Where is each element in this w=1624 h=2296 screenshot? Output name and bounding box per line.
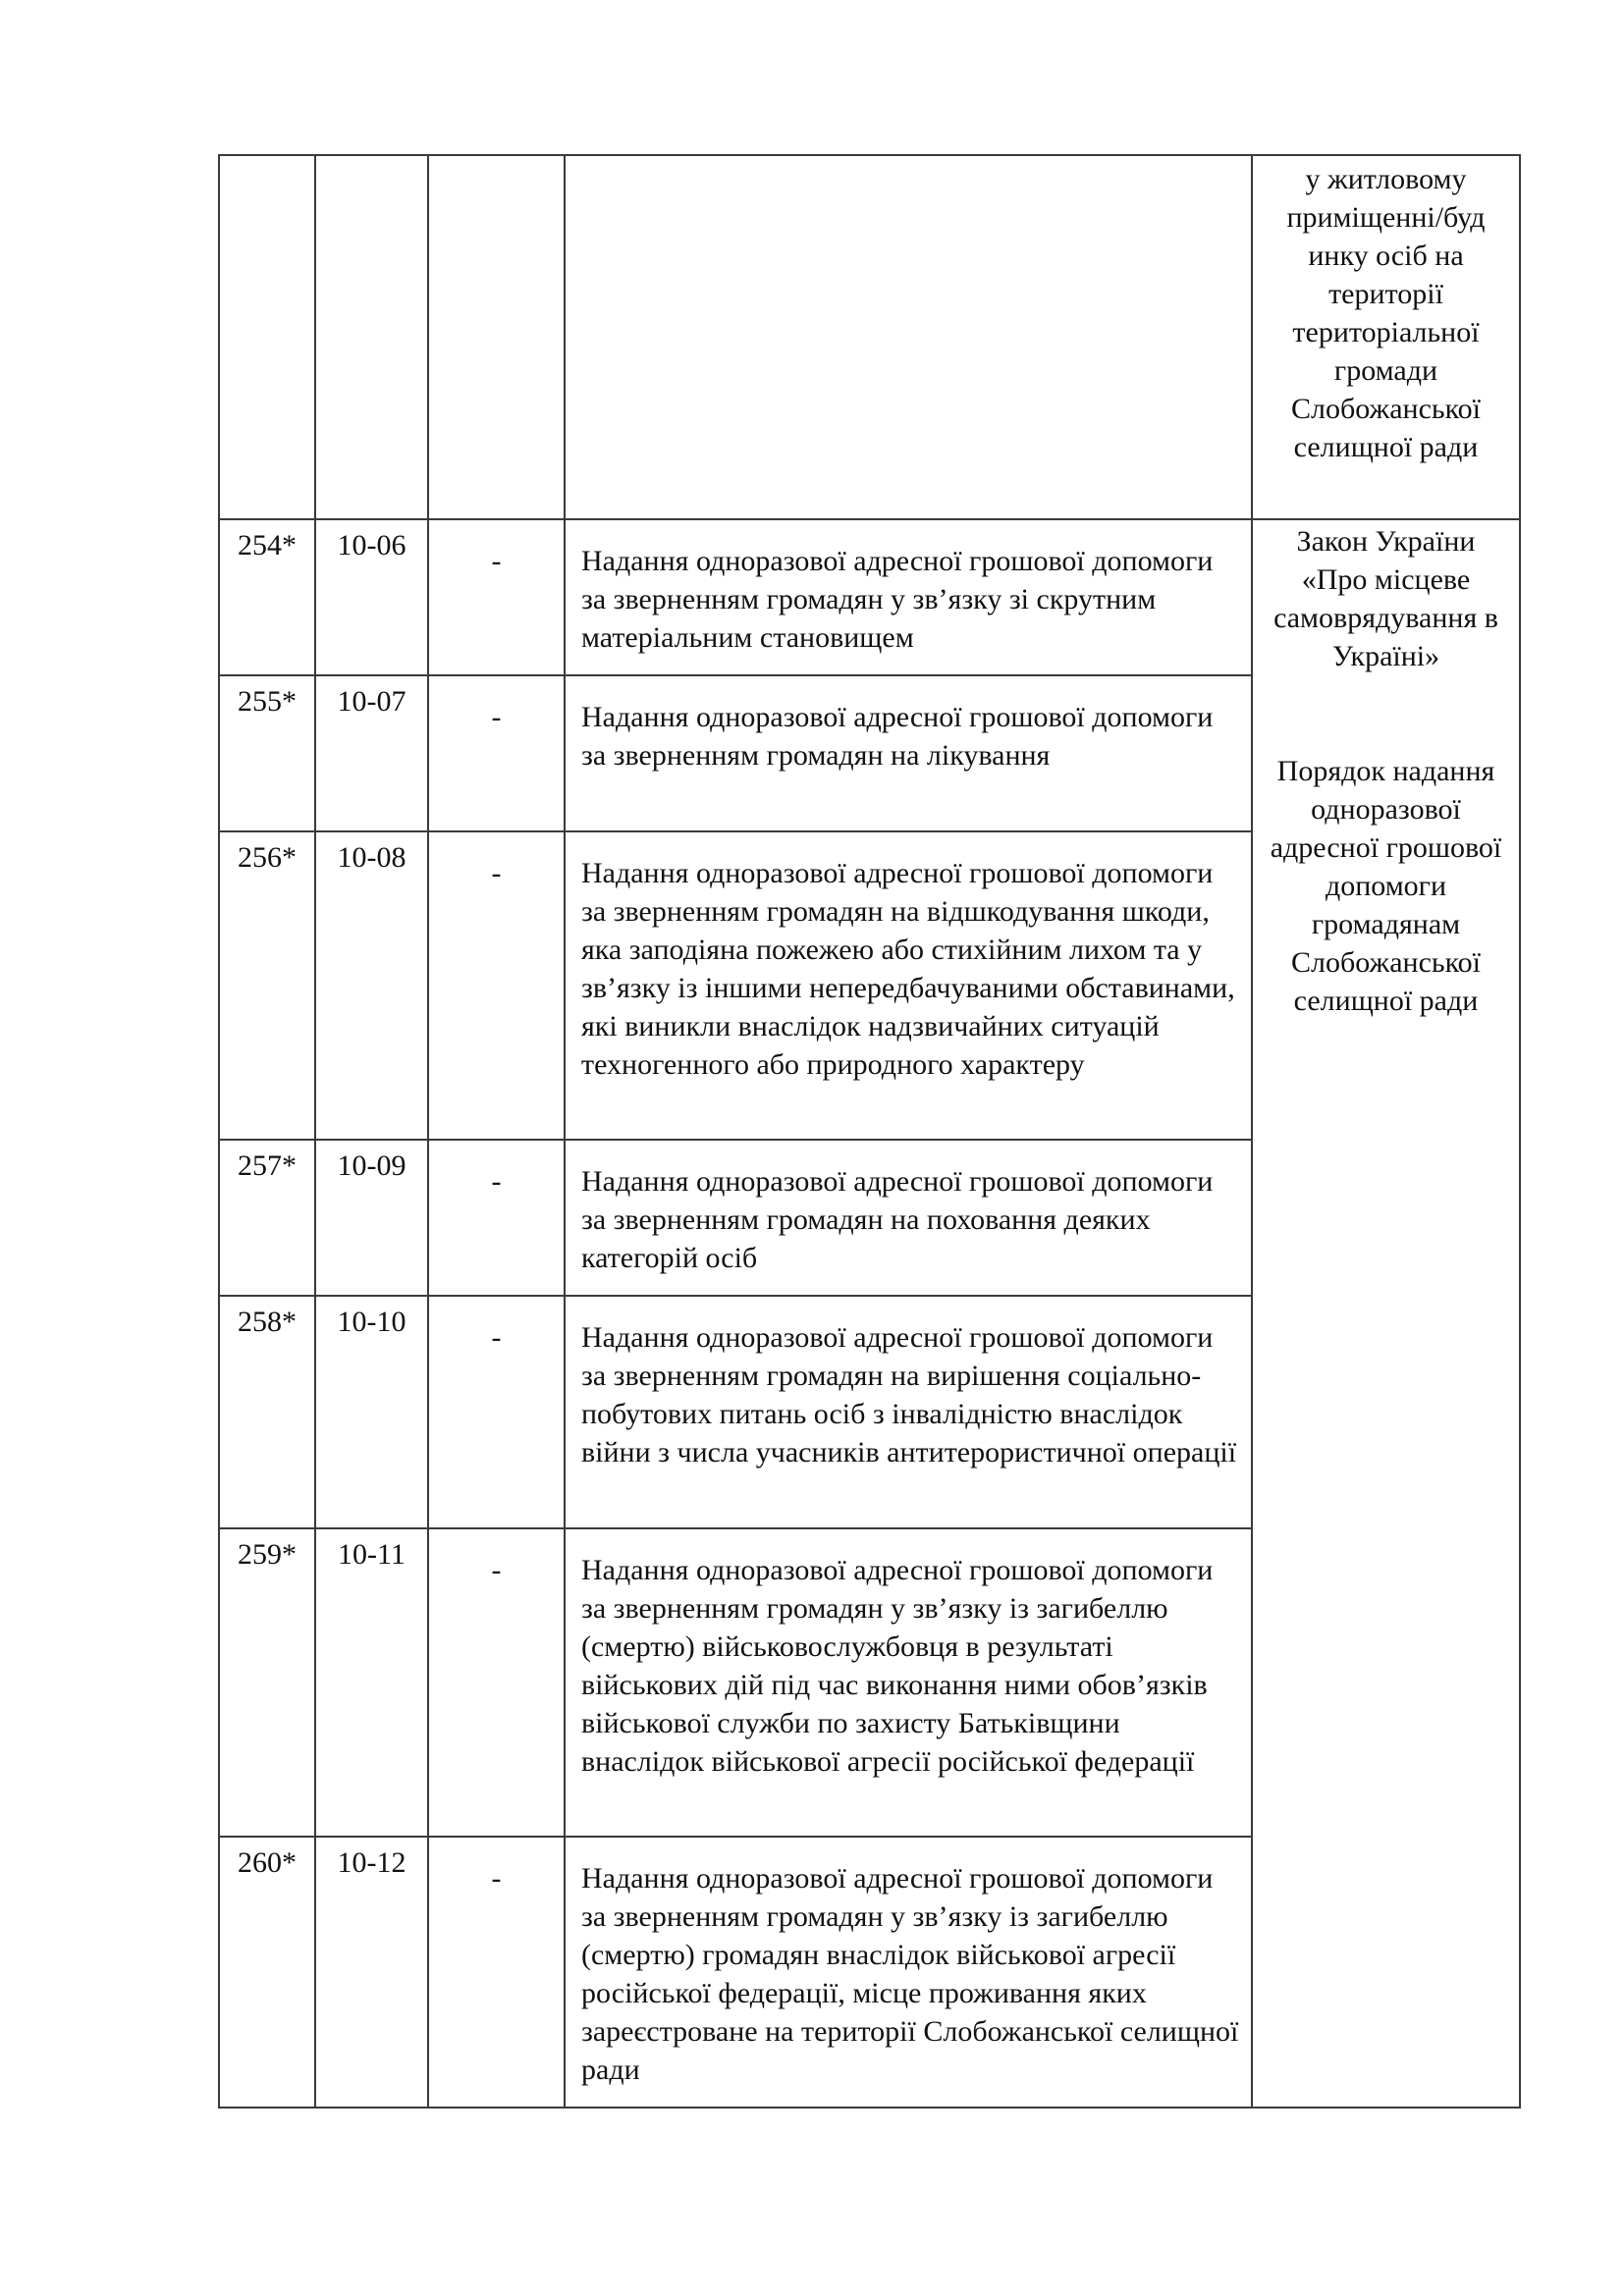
row-dash: - [428,519,565,675]
table-row [219,519,1520,675]
row-number: 257* [219,1140,315,1296]
legal-basis-cell [1252,519,1520,2108]
services-table [218,154,1521,2109]
row-code: 10-08 [315,831,428,1140]
row-number: 260* [219,1837,315,2108]
service-cell [565,155,1252,519]
row-dash: - [428,831,565,1140]
row-dash: - [428,1296,565,1528]
code-cell [315,155,428,519]
row-number: 254* [219,519,315,675]
row-code: 10-09 [315,1140,428,1296]
number-cell [219,155,315,519]
row-code: 10-06 [315,519,428,675]
row-code: 10-11 [315,1528,428,1837]
row-dash: - [428,1528,565,1837]
row-service-text: Надання одноразової адресної грошової допомоги за зверненням громадян на лікування [565,675,1252,831]
row-service-text: Надання одноразової адресної грошової допомоги за зверненням громадян на відшкодування шкоди, яка заподіяна пожежею або стихійним лихом та у зв’язку із іншими непередбачуваними обставинами, які виникли внаслідок надзвичайних ситуацій техногенного або природного характеру [565,831,1252,1140]
row-service-text: Надання одноразової адресної грошової допомоги за зверненням громадян на вирішення соціально-побутових питань осіб з інвалідністю внаслідок війни з числа учасників антитерористичної операції [565,1296,1252,1528]
row-service-text: Надання одноразової адресної грошової допомоги за зверненням громадян у зв’язку із загибеллю (смертю) громадян внаслідок військової агресії російської федерації, місце проживання яких зареєстроване на території Слобожанської селищної ради [565,1837,1252,2108]
row-service-text: Надання одноразової адресної грошової допомоги за зверненням громадян у зв’язку із загибеллю (смертю) військовослужбовця в результаті військових дій під час виконання ними обов’язків військової служби по захисту Батьківщини внаслідок військової агресії російської федерації [565,1528,1252,1837]
row-number: 258* [219,1296,315,1528]
row-dash: - [428,1140,565,1296]
row-service-text: Надання одноразової адресної грошової допомоги за зверненням громадян на поховання деяких категорій осіб [565,1140,1252,1296]
row-code: 10-10 [315,1296,428,1528]
basis-continuation-cell: у житловому приміщенні/буд инку осіб на території територіальної громади Слобожанської селищної ради [1252,155,1520,519]
basis-procedure-text: Порядок надання одноразової адресної грошової допомоги громадянам Слобожанської селищної ради [1270,755,1502,1017]
row-dash: - [428,675,565,831]
row-number: 256* [219,831,315,1140]
row-dash: - [428,1837,565,2108]
row-number: 255* [219,675,315,831]
table-row-continuation [219,155,1520,519]
dash-cell [428,155,565,519]
basis-spacer [1263,675,1509,752]
row-number: 259* [219,1528,315,1837]
row-service-text: Надання одноразової адресної грошової допомоги за зверненням громадян у зв’язку зі скрутним матеріальним становищем [565,519,1252,675]
row-code: 10-12 [315,1837,428,2108]
basis-law-text: Закон України «Про місцеве самоврядування в Україні» [1273,525,1498,672]
row-code: 10-07 [315,675,428,831]
